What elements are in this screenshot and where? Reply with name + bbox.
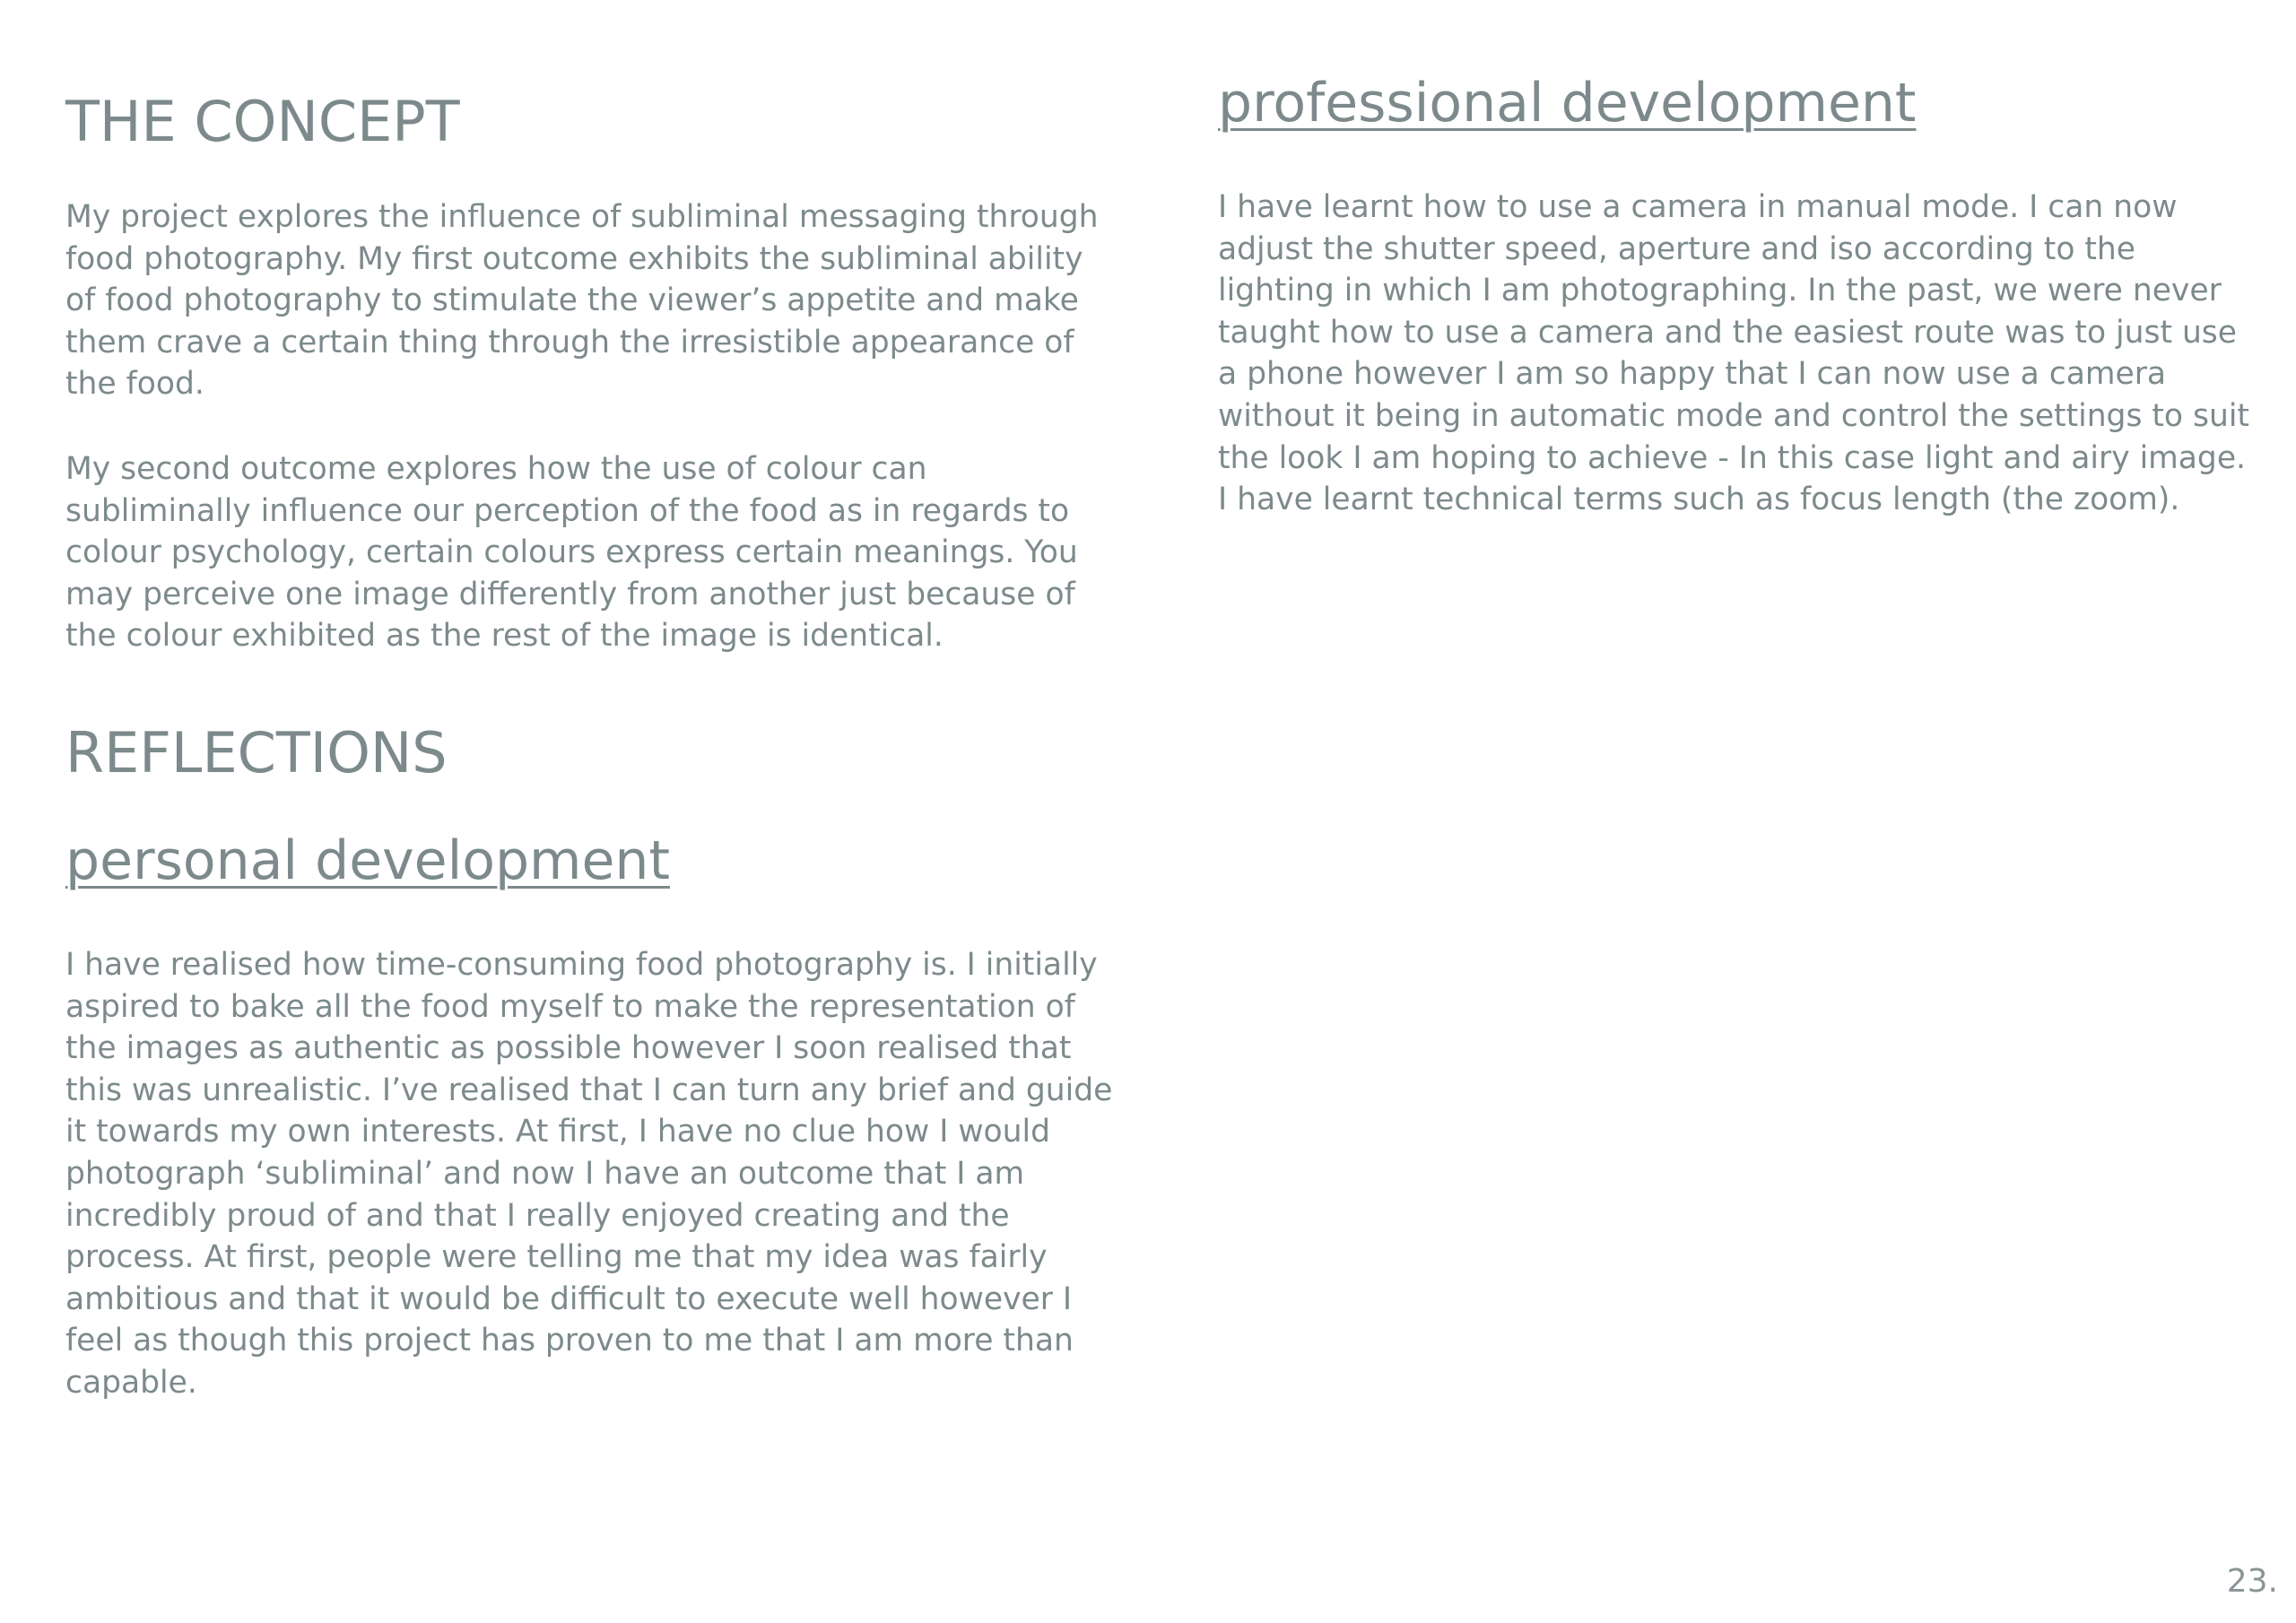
concept-paragraph-1: My project explores the influence of subliminal messaging through food photography. My first outcome exhibits the subliminal ability of food photography to stimulate the viewer’s appetite and make them crave a certain thing through the irresistible appearance of the food. — [65, 199, 1099, 403]
professional-development-heading: professional development — [1218, 72, 1917, 135]
reflections-heading: REFLECTIONS — [65, 720, 448, 785]
professional-development-paragraph: I have learnt how to use a camera in manual mode. I can now adjust the shutter speed, aperture and iso according to the lighting in which I am photographing. In the past, we were never taught how to use a camera and the easiest route was to just use a phone however I am so happy that I can now use a camera without it being in automatic mode and control the settings to suit the look I am hoping to achieve - In this case light and airy image. I have learnt technical terms such as focus length (the zoom). — [1218, 189, 2249, 518]
personal-development-paragraph: I have realised how time-consuming food photography is. I initially aspired to bake all the food myself to make the representation of the images as authentic as possible however I soon realised that this was unrealistic. I’ve realised that I can turn any brief and guide it towards my own interests. At first, I have no clue how I would photograph ‘subliminal’ and now I have an outcome that I am incredibly proud of and that I really enjoyed creating and the process. At first, people were telling me that my idea was fairly ambitious and that it would be difficult to execute well however I feel as though this project has proven to me that I am more than capable. — [65, 947, 1113, 1401]
page-number: 23. — [2226, 1563, 2278, 1600]
concept-paragraph-2: My second outcome explores how the use of colour can subliminally influence our perception of the food as in regards to colour psychology, certain colours express certain meanings. You may perceive one image differently from another just because of the colour exhibited as the rest of the image is identical. — [65, 451, 1078, 655]
personal-development-heading: personal development — [65, 829, 670, 892]
concept-heading: THE CONCEPT — [65, 89, 460, 154]
